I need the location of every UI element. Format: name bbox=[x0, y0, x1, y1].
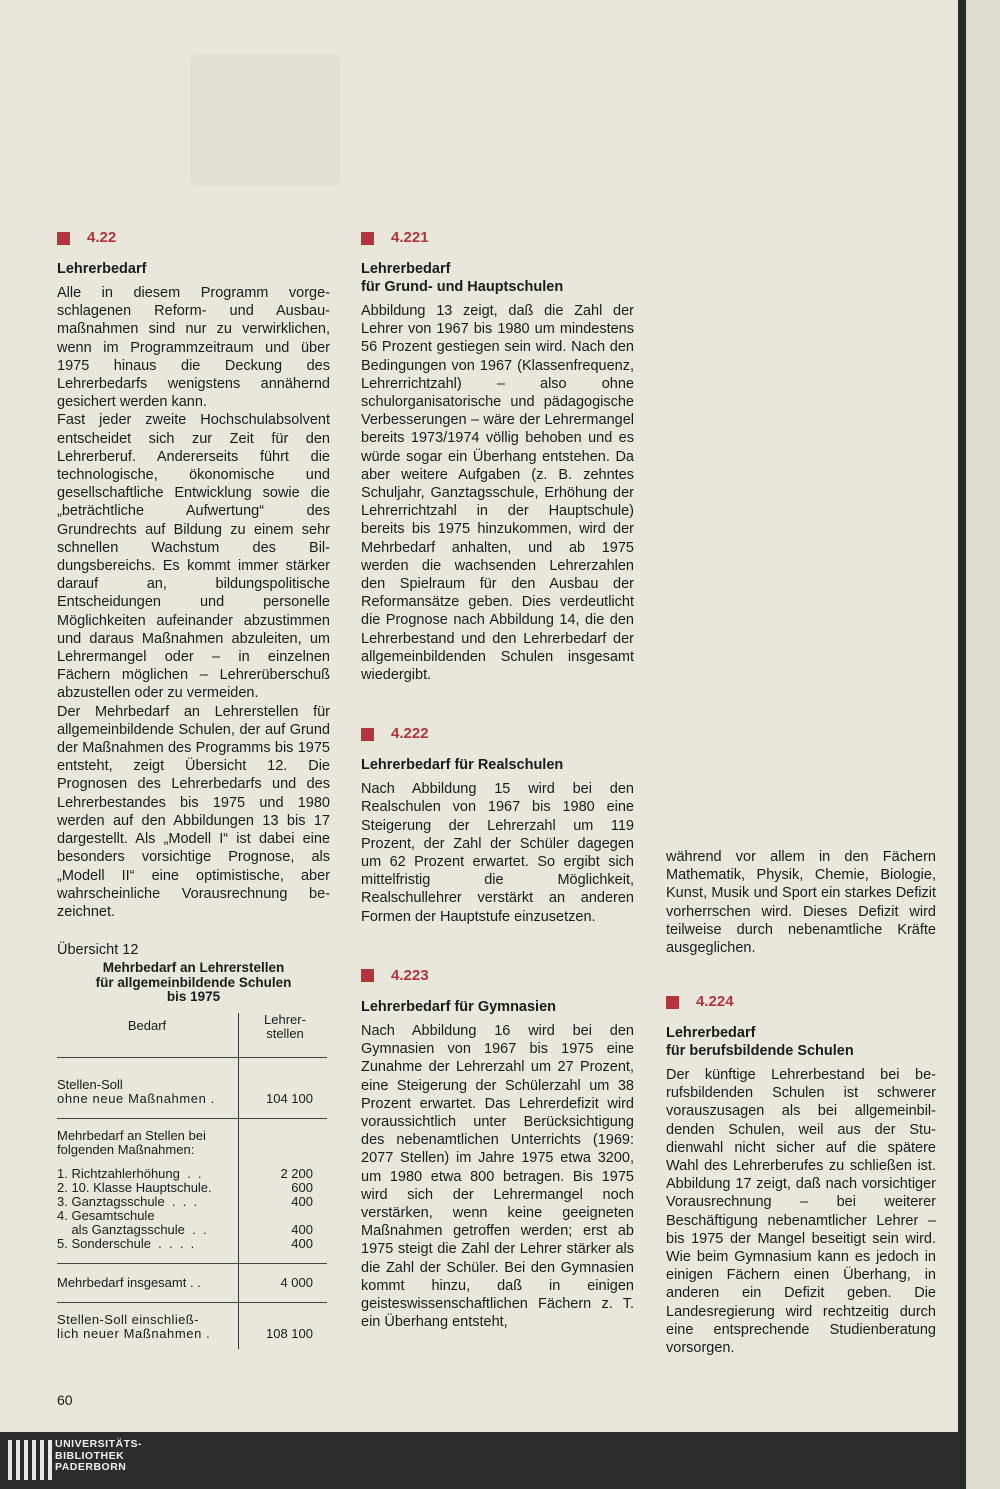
table-cell-value: 2 200 bbox=[280, 1165, 313, 1181]
table-cell: ohne neue Maßnahmen . bbox=[57, 1090, 215, 1106]
library-footer bbox=[0, 1432, 958, 1489]
table-cell: Mehrbedarf insgesamt . . bbox=[57, 1274, 201, 1290]
section-marker-icon bbox=[361, 969, 374, 982]
section-title-line: Lehrerbedarf bbox=[361, 261, 451, 277]
section-title bbox=[666, 1024, 936, 1060]
table-cell: 1. Richtzahlerhöhung . . bbox=[57, 1165, 202, 1181]
table-cell: Stellen-Soll bbox=[57, 1076, 123, 1092]
table-cell: Mehrbedarf an Stellen bei bbox=[57, 1127, 206, 1143]
table-cell-value: 4 000 bbox=[280, 1274, 313, 1290]
paragraph: Alle in diesem Programm vorgeschlagenen Reform- und Ausbaumaßnahmen sind nur zu verwirklichen, wenn im Programmzeitraum und über 1975 hinaus die Deckung des Lehrerbedarfs wenigstens annähernd gesichert werden kann. bbox=[57, 285, 330, 411]
table-row bbox=[57, 1209, 327, 1223]
adjacent-page-edge bbox=[966, 0, 1000, 1489]
summary-table bbox=[57, 1013, 327, 1341]
paragraph: Der künftige Lehrerbestand bei berufsbildenden Schulen ist schwerer vorauszusagen als bei allgemeinbildenden Schulen, weil aus der Studienwahl nicht sicher auf die spätere Wahl des Lehrerberufes zu schließen ist. Abbildung 17 zeigt, daß nach vorsichtiger Vorausrechnung – bei weiterer Beschäftigung nebenamtlicher Lehrer – bis 1975 der Mangel beseitigt sein wird. Wie beim Gymnasium kann es jedoch in einigen Fächern einen Überhang, in anderen ein Defizit geben. Die Landesregierung wird rechtzeitig durch eine entsprechende Studienberatung vorsorgen. bbox=[666, 1067, 936, 1357]
section-heading-4-224 bbox=[666, 992, 936, 1012]
decorative-chapter-mark bbox=[190, 55, 340, 185]
logo-text-line: BIBLIOTHEK bbox=[55, 1449, 125, 1462]
section-marker-icon bbox=[57, 232, 70, 245]
table-row bbox=[57, 1167, 327, 1181]
table-header-line: stellen bbox=[266, 1025, 304, 1041]
page-gutter bbox=[958, 0, 966, 1489]
table-items bbox=[57, 1167, 327, 1251]
paragraph: Abbildung 13 zeigt, daß die Zahl der Lehrer von 1967 bis 1980 um mindestens 56 Prozent gestiegen sein wird. Nach den Bedingungen von 1967 (Klassenfrequenz, Lehrerrichtzahl) – also ohne schulorganisatorische und pädagogische Verbesserungen – wäre der Lehrermangel bereits 1973/1974 völlig behoben und es würde sogar ein Überhang entstehen. Da aber weitere Aufgaben (z. B. zehntes Schuljahr, Ganztagsschule, Erhöhung der Lehrerrichtzahl in der Hauptschule) bereits bis 1975 hinzukommen, wird der Mehrbedarf anhalten, und ab 1975 werden die wachsenden Lehrerzahlen den Spielraum für den Ausbau der Reformansätze geben. Dies verdeutlicht die Prognose nach Abbildung 14, die den Lehrerbestand und den Lehrerbedarf der allgemeinbildenden Schulen insgesamt wiedergibt. bbox=[361, 303, 634, 684]
logo-text-line: UNIVERSITÄTS- bbox=[55, 1438, 143, 1450]
table-cell-value: 400 bbox=[291, 1235, 313, 1251]
table-title-line: bis 1975 bbox=[166, 989, 221, 1005]
table-group-label bbox=[57, 1129, 327, 1157]
logo-text-line: PADERBORN bbox=[55, 1461, 127, 1473]
section-title bbox=[361, 260, 634, 296]
paragraph: Nach Abbildung 15 wird bei den Realschulen von 1967 bis 1980 eine Steigerung der Lehrerzahl um 119 Prozent, der Zahl der Schüler dagegen um 62 Prozent erwartet. So ergibt sich mittelfristig die Möglichkeit, Realschullehrer verstärkt an anderen Formen der Hauptstufe einzusetzen. bbox=[361, 781, 634, 925]
table-cell-value: 104 100 bbox=[266, 1090, 313, 1106]
table-header bbox=[57, 1013, 327, 1057]
table-header-line: Lehrer- bbox=[264, 1011, 306, 1027]
table-divider bbox=[238, 1013, 239, 1349]
table-cell-value: 108 100 bbox=[266, 1325, 313, 1341]
section-title-line: Lehrerbedarf bbox=[666, 1025, 756, 1041]
section-heading-4-22 bbox=[57, 228, 330, 248]
section-number: 4.224 bbox=[696, 992, 734, 1010]
table-row bbox=[57, 1276, 327, 1290]
section-heading-4-221 bbox=[361, 228, 634, 248]
paragraph: Nach Abbildung 16 wird bei den Gymnasien von 1967 bis 1975 eine Zunahme der Lehrerzahl um 27 Prozent, eine Steigerung der Schülerzahl um 38 Prozent erwartet. Das Lehrerdefizit wird voraussichtlich unter Berücksichtigung des nebenamtlichen Unterrichts (1969: 2077 Stellen) im Jahre 1975 etwa 3200, um 1980 etwa 800 betragen. Bis 1975 wird sich der Lehrermangel noch verstärken, wenn keine geeigneten Maßnahmen getroffen werden; erst ab 1975 steigt die Zahl der Lehrer stärker als die Zahl der Schüler. Bei den Gymnasien kommt hinzu, daß in einigen geisteswissenschaftlichen Fächern z. T. ein Überhang entsteht, bbox=[361, 1022, 634, 1331]
table-row bbox=[57, 1223, 327, 1237]
column-right-section bbox=[666, 992, 936, 1357]
table-cell: 5. Sonderschule . . . . bbox=[57, 1235, 195, 1251]
section-title: Lehrerbedarf bbox=[57, 261, 147, 277]
table-cell: 2. 10. Klasse Hauptschule. bbox=[57, 1179, 212, 1195]
paragraph: Fast jeder zweite Hochschulabsolvent entscheidet sich zur Zeit für den Lehrerberuf. Andererseits führt die technologische, ökonomische und gesellschaftliche Entwicklung sowie die „beträchtliche Aufwertung“ des Grundrechts auf Bildung zu einem sehr schnellen Wachstum des Bildungsbereichs. Es kommt immer stärker darauf an, bildungspolitische Entscheidungen und personelle Möglichkeiten aufeinander abzustimmen und daraus Maßnahmen abzuleiten, um Lehrermangel oder – in einzelnen Fächern möglichen – Lehrerüberschuß abzustellen oder zu vermeiden. bbox=[57, 412, 330, 702]
library-logo-text bbox=[55, 1439, 142, 1474]
paragraph: während vor allem in den Fächern Mathematik, Physik, Chemie, Biologie, Kunst, Musik und Sport ein starkes Defizit vorherrschen wird. Dieses Defizit wird teilweise durch nebenamtliche Kräfte ausgeglichen. bbox=[666, 849, 936, 957]
table-title bbox=[57, 961, 330, 1005]
section-number: 4.221 bbox=[391, 228, 429, 246]
table-title-line: Mehrbedarf an Lehrerstellen bbox=[102, 960, 285, 976]
table-title-line: für allgemeinbildende Schulen bbox=[95, 974, 292, 990]
table-row bbox=[57, 1078, 327, 1106]
table-cell: folgenden Maßnahmen: bbox=[57, 1141, 195, 1157]
table-cell-value: 400 bbox=[291, 1193, 313, 1209]
section-marker-icon bbox=[361, 728, 374, 741]
table-row bbox=[57, 1313, 327, 1341]
paragraph: Der Mehrbedarf an Lehrerstellen für allgemeinbildende Schulen, der auf Grund der Maßnahmen des Programms bis 1975 entsteht, zeigt Übersicht 12. Die Prognosen des Lehrerbedarfs und des Lehrerbestandes bis 1975 und 1980 werden auf den Abbildungen 13 bis 17 dargestellt. Als „Modell I“ ist dabei eine besonders vorsichtige Prognose, als „Modell II“ eine optimistische, aber wahrscheinliche Vorausrechnung bezeichnet. bbox=[57, 703, 330, 920]
table-row bbox=[57, 1195, 327, 1209]
section-marker-icon bbox=[361, 232, 374, 245]
table-cell-value bbox=[253, 1209, 327, 1223]
section-title-line: für berufsbildende Schulen bbox=[666, 1043, 854, 1059]
section-title-line: für Grund- und Hauptschulen bbox=[361, 279, 564, 295]
column-right bbox=[666, 848, 936, 957]
column-middle bbox=[361, 228, 634, 1331]
table-cell-value: 400 bbox=[291, 1221, 313, 1237]
table-caption: Übersicht 12 bbox=[57, 942, 139, 959]
table-cell: 3. Ganztagsschule . . . bbox=[57, 1193, 198, 1209]
table-cell: 4. Gesamtschule bbox=[57, 1207, 155, 1223]
table-cell: lich neuer Maßnahmen . bbox=[57, 1325, 211, 1341]
table-cell: Stellen-Soll einschließ- bbox=[57, 1311, 199, 1327]
table-cell: als Ganztagsschule . . bbox=[57, 1221, 207, 1237]
table-row bbox=[57, 1237, 327, 1251]
table-header-bedarf: Bedarf bbox=[127, 1017, 167, 1033]
section-number: 4.223 bbox=[391, 966, 429, 984]
table-row bbox=[57, 1181, 327, 1195]
section-marker-icon bbox=[666, 996, 679, 1009]
library-logo-icon bbox=[8, 1440, 52, 1480]
table-header-lehrerstellen bbox=[243, 1013, 327, 1041]
section-heading-4-222 bbox=[361, 724, 634, 744]
column-left bbox=[57, 228, 330, 1341]
section-heading-4-223 bbox=[361, 966, 634, 986]
table-cell-value: 600 bbox=[291, 1179, 313, 1195]
section-number: 4.222 bbox=[391, 725, 429, 743]
section-title: Lehrerbedarf für Realschulen bbox=[361, 757, 564, 774]
page-number: 60 bbox=[57, 1392, 73, 1408]
section-number: 4.22 bbox=[87, 228, 117, 246]
section-title: Lehrerbedarf für Gymnasien bbox=[361, 998, 556, 1015]
